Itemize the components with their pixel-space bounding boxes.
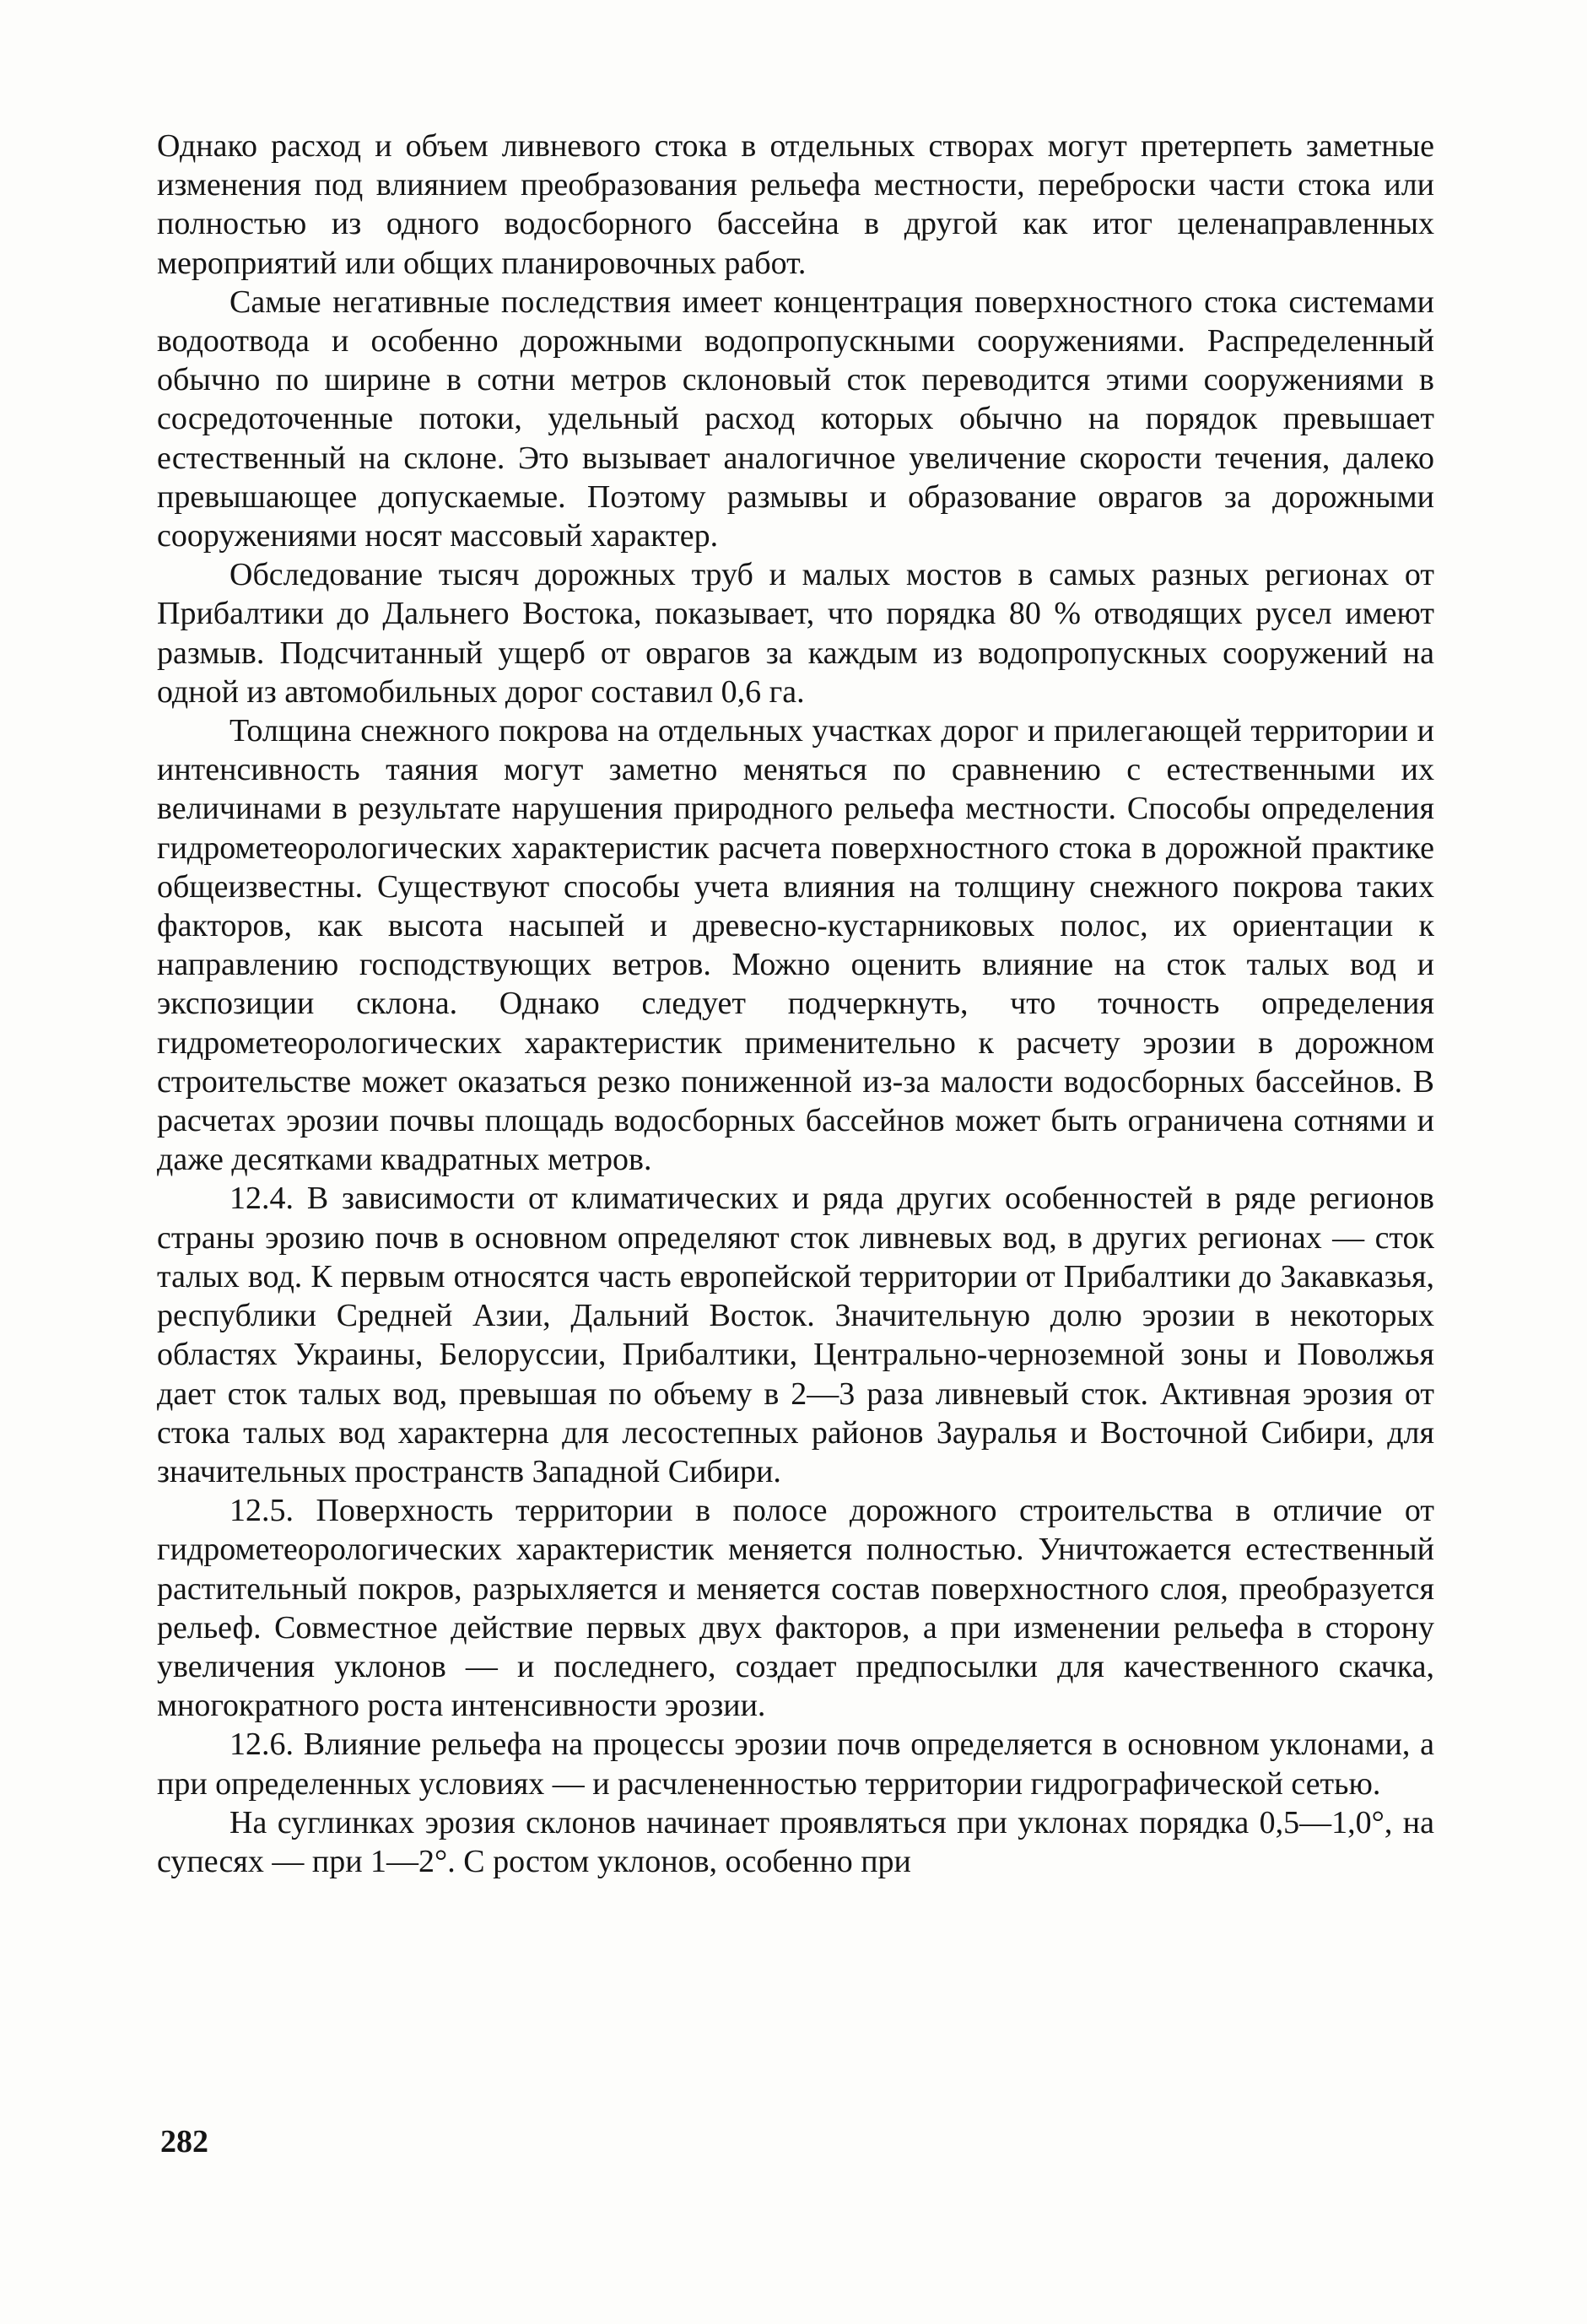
paragraph-6: 12.5. Поверхность территории в полосе дорожного строительства в отличие от гидрометеорологических характеристик меняется полностью. Уничтожается естественный растительный покров, разрыхляется и меняется состав поверхностного слоя, преобразуется рельеф. Совместное действие первых двух факторов, а при изменении рельефа в сторону увеличения уклонов — и последнего, создает предпосылки для качественного скачка, многократного роста интенсивности эрозии.	[157, 1493, 1434, 1724]
paragraph-3: Обследование тысяч дорожных труб и малых мостов в самых разных регионах от Прибалтики до Дальнего Востока, показывает, что порядка 80 % отводящих русел имеют размыв. Подсчитанный ущерб от оврагов за каждым из водопропускных сооружений на одной из автомобильных дорог составил 0,6 га.	[157, 557, 1434, 710]
paragraph-1: Однако расход и объем ливневого стока в отдельных створах могут претерпеть заметные изменения под влиянием преобразования рельефа местности, переброски части стока или полностью из одного водосборного бассейна в другой как итог целенаправленных мероприятий или общих планировочных работ.	[157, 128, 1434, 281]
paragraph-7: 12.6. Влияние рельефа на процессы эрозии почв определяется в основном уклонами, а при определенных условиях — и расчлененностью территории гидрографической сетью.	[157, 1727, 1434, 1802]
page-number: 282	[160, 2124, 208, 2159]
body-text	[157, 127, 1434, 1881]
paragraph-5: 12.4. В зависимости от климатических и ряда других особенностей в ряде регионов страны эрозию почв в основном определяют сток ливневых вод, в других регионах — сток талых вод. К первым относятся часть европейской территории от Прибалтики до Закавказья, республики Средней Азии, Дальний Восток. Значительную долю эрозии в некоторых областях Украины, Белоруссии, Прибалтики, Центрально-черноземной зоны и Поволжья дает сток талых вод, превышая по объему в 2—3 раза ливневый сток. Активная эрозия от стока талых вод характерна для лесостепных районов Зауралья и Восточной Сибири, для значительных пространств Западной Сибири.	[157, 1181, 1434, 1489]
paragraph-2: Самые негативные последствия имеет концентрация поверхностного стока системами водоотвода и особенно дорожными водопропускными сооружениями. Распределенный обычно по ширине в сотни метров склоновый сток переводится этими сооружениями в сосредоточенные потоки, удельный расход которых обычно на порядок превышает естественный на склоне. Это вызывает аналогичное увеличение скорости течения, далеко превышающее допускаемые. Поэтому размывы и образование оврагов за дорожными сооружениями носят массовый характер.	[157, 284, 1434, 554]
paragraph-8: На суглинках эрозия склонов начинает проявляться при уклонах порядка 0,5—1,0°, на супесях — при 1—2°. С ростом уклонов, особенно при	[157, 1804, 1434, 1879]
paragraph-4: Толщина снежного покрова на отдельных участках дорог и прилегающей территории и интенсивность таяния могут заметно меняться по сравнению с естественными их величинами в результате нарушения природного рельефа местности. Способы определения гидрометеорологических характеристик расчета поверхностного стока в дорожной практике общеизвестны. Существуют способы учета влияния на толщину снежного покрова таких факторов, как высота насыпей и древесно-кустарниковых полос, их ориентации к направлению господствующих ветров. Можно оценить влияние на сток талых вод и экспозиции склона. Однако следует подчеркнуть, что точность определения гидрометеорологических характеристик применительно к расчету эрозии в дорожном строительстве может оказаться резко пониженной из-за малости водосборных бассейнов. В расчетах эрозии почвы площадь водосборных бассейнов может быть ограничена сотнями и даже десятками квадратных метров.	[157, 713, 1434, 1178]
